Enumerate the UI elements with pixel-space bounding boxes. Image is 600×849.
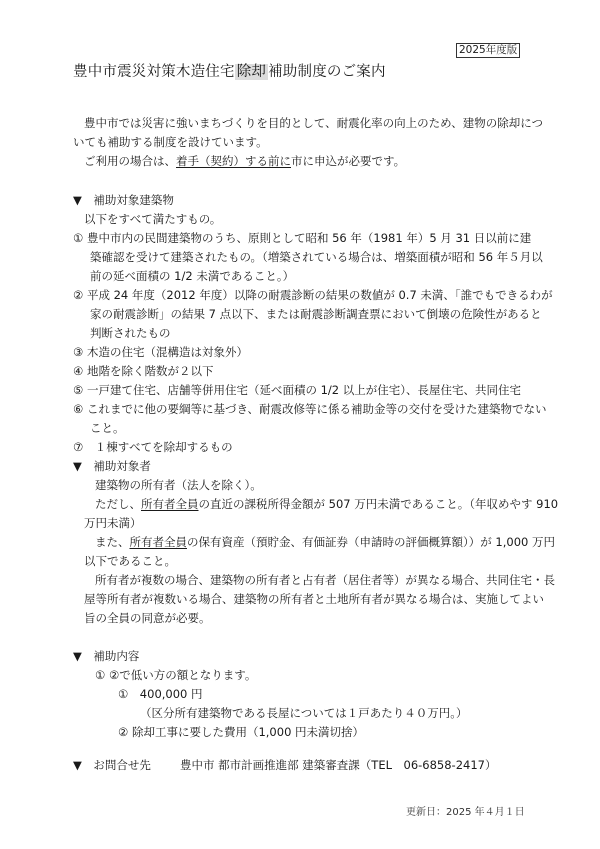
persons-p4-line-3: 旨の全員の同意が必要。: [84, 611, 211, 625]
subsidy-item-2: ② 除却工事に要した費用（1,000 円未満切捨）: [118, 725, 365, 739]
list-item-4: ④ 地階を除く階数が２以下: [73, 364, 214, 378]
p2-text: の直近の課税所得金額が 507 万円未満であること。（年収めやす 910: [198, 497, 559, 511]
persons-p4-line-1: 所有者が複数の場合、建築物の所有者と占有者（居住者等）が異なる場合、共同住宅・長: [95, 573, 555, 587]
persons-p2-line-1: [95, 495, 558, 514]
list-item-6-line-1: ⑥ これまでに他の要綱等に基づき、耐震改修等に係る補助金等の交付を受けた建築物でない: [73, 402, 547, 416]
list-item-2-line-3: 判断されたもの: [90, 326, 171, 340]
list-item-2-line-2: 家の耐震診断」の結果 7 点以下、または耐震診断調査票において倒壊の危険性があると: [90, 307, 542, 321]
subsidy-lead: ① ②で低い方の額となります。: [95, 668, 257, 682]
persons-p4-line-2: 屋等所有者が複数いる場合、建築物の所有者と土地所有者が異なる場合は、実施してよい: [84, 592, 544, 606]
contact-label: ▼ お問合せ先: [73, 758, 151, 772]
p3-text: また、: [95, 535, 130, 549]
list-item-2-line-1: ② 平成 24 年度（2012 年度）以降の耐震診断の結果の数値が 0.7 未満、「誰でもできるわが: [73, 288, 553, 302]
section-lead: 以下をすべて満たすもの。: [84, 212, 222, 226]
persons-p2-line-2: 万円未満）: [84, 516, 142, 530]
title-pre: 豊中市震災対策木造住宅: [73, 64, 235, 80]
persons-p3-line-1: [95, 533, 555, 552]
p3-text: の保有資産（預貯金、有価証券（申請時の評価概算額））が 1,000 万円: [187, 535, 555, 549]
intro-text: 市に申込が必要です。: [291, 154, 406, 168]
section-heading-target-persons: ▼ 補助対象者: [73, 459, 151, 473]
p2-text: ただし、: [95, 497, 141, 511]
title-highlight: 除却: [236, 64, 267, 80]
p3-underlined: 所有者全員: [129, 535, 187, 549]
subsidy-item-1: ① 400,000 円: [118, 687, 203, 701]
persons-p1: 建築物の所有者（法人を除く）。: [95, 478, 262, 492]
list-item-3: ③ 木造の住宅（混構造は対象外）: [73, 345, 248, 359]
list-item-5: ⑤ 一戸建て住宅、店舗等併用住宅（延べ面積の 1/2 以上が住宅）、長屋住宅、共同住宅: [73, 383, 522, 397]
contact-value: 豊中市 都市計画推進部 建築審査課（TEL 06-6858-2417）: [180, 758, 497, 772]
intro-line-3: [84, 152, 405, 171]
section-heading-target-buildings: ▼ 補助対象建築物: [73, 193, 174, 207]
subsidy-item-1-note: （区分所有建築物である長屋については１戸あたり４０万円。）: [140, 706, 468, 720]
page-title: [73, 62, 386, 82]
intro-line-2: いても補助する制度を設けています。: [73, 135, 268, 149]
list-item-1-line-1: ① 豊中市内の民間建築物のうち、原則として昭和 56 年（1981 年）5 月 31 日以前に建: [73, 231, 532, 245]
list-item-7: ⑦ １棟すべてを除却するもの: [73, 440, 233, 454]
intro-text: ご利用の場合は、: [84, 154, 176, 168]
intro-line-1: 豊中市では災害に強いまちづくりを目的として、耐震化率の向上のため、建物の除却につ: [84, 116, 543, 130]
intro-underlined: 着手（契約）する前に: [176, 154, 291, 168]
list-item-1-line-2: 築確認を受けて建築されたもの。（増築されている場合は、増築面積が昭和 56 年５月以: [90, 250, 543, 264]
list-item-1-line-3: 前の延べ面積の 1/2 未満であること。）: [90, 269, 295, 283]
section-heading-subsidy: ▼ 補助内容: [73, 649, 140, 663]
title-post: 補助制度のご案内: [268, 64, 386, 80]
list-item-6-line-2: こと。: [90, 421, 125, 435]
persons-p3-line-2: 以下であること。: [84, 554, 176, 568]
edition-badge: 2025年度版: [456, 43, 520, 58]
updated-date: 更新日：2025 年４月１日: [406, 807, 525, 818]
p2-underlined: 所有者全員: [141, 497, 199, 511]
